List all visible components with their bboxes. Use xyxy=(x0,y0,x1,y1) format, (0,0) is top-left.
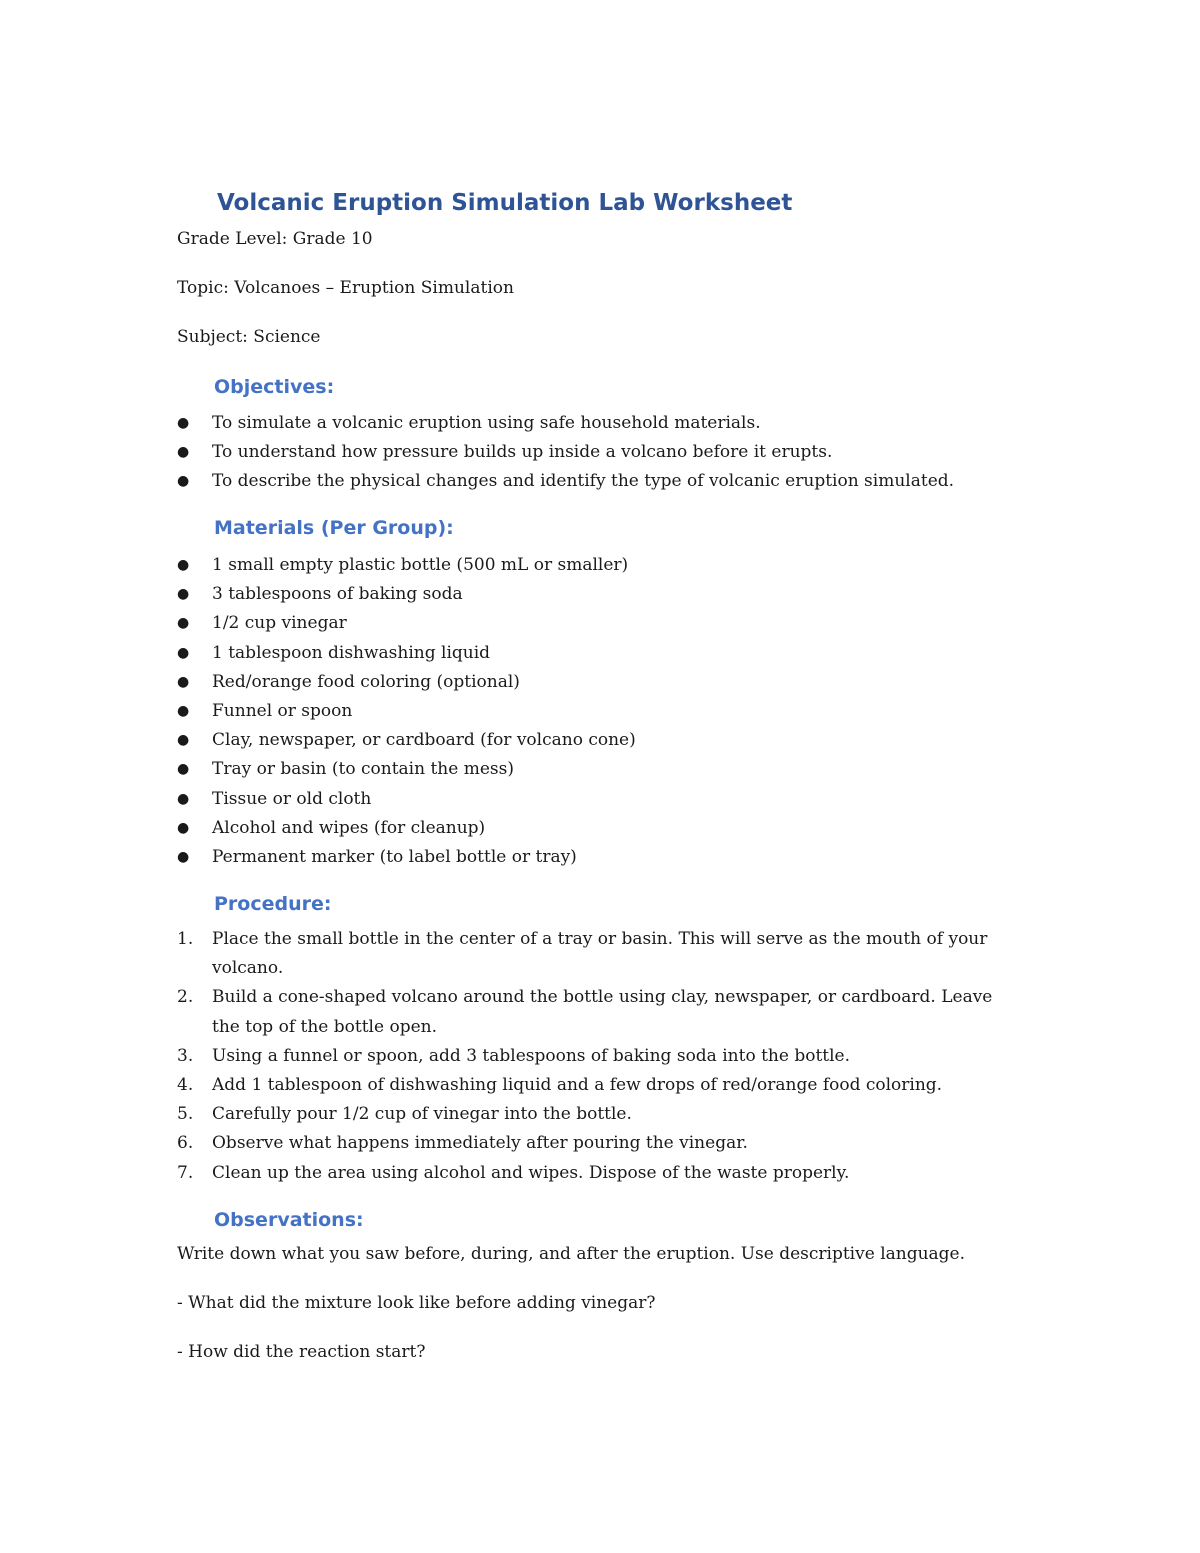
list-item: ● Clay, newspaper, or cardboard (for volcano cone) xyxy=(177,726,636,755)
list-item: ● 1 tablespoon dishwashing liquid xyxy=(177,639,636,668)
list-item: ● 3 tablespoons of baking soda xyxy=(177,580,636,609)
list-item: ● Tray or basin (to contain the mess) xyxy=(177,755,636,784)
bullet-icon: ● xyxy=(177,644,190,661)
bullet-icon: ● xyxy=(177,848,190,865)
bullet-icon: ● xyxy=(177,557,190,573)
list-item: ● Tissue or old cloth xyxy=(177,785,636,814)
bullet-icon: ● xyxy=(177,790,190,807)
procedure-step: 6. Observe what happens immediately after pouring the vinegar. xyxy=(177,1133,748,1154)
procedure-step: 7. Clean up the area using alcohol and wipes. Dispose of the waste properly. xyxy=(177,1162,850,1183)
list-item: ● 1 small empty plastic bottle (500 mL or smaller) xyxy=(177,551,636,580)
procedure-step: 1. Place the small bottle in the center of a tray or basin. This will serve as the mouth of your volcano. xyxy=(177,929,988,979)
grade-level: Grade Level: Grade 10 xyxy=(177,229,373,249)
bullet-icon: ● xyxy=(177,473,190,490)
list-item: ● 1/2 cup vinegar xyxy=(177,609,636,638)
observation-question: - What did the mixture look like before adding vinegar? xyxy=(177,1293,656,1313)
materials-heading: Materials (Per Group): xyxy=(214,517,454,539)
bullet-icon: ● xyxy=(177,415,190,431)
bullet-icon: ● xyxy=(177,761,190,778)
page-title: Volcanic Eruption Simulation Lab Worksheet xyxy=(217,190,793,216)
bullet-icon: ● xyxy=(177,702,190,719)
bullet-icon: ● xyxy=(177,586,190,603)
bullet-icon: ● xyxy=(177,673,190,690)
bullet-icon: ● xyxy=(177,819,190,836)
list-item: ● Alcohol and wipes (for cleanup) xyxy=(177,814,636,843)
list-item: ● Red/orange food coloring (optional) xyxy=(177,668,636,697)
objectives-heading: Objectives: xyxy=(214,376,335,398)
objectives-list xyxy=(177,409,954,497)
topic-line: Topic: Volcanoes – Eruption Simulation xyxy=(177,278,514,298)
procedure-list xyxy=(177,925,1002,1188)
list-item: ● Funnel or spoon xyxy=(177,697,636,726)
list-item: ● To describe the physical changes and identify the type of volcanic eruption simulated. xyxy=(177,467,954,496)
procedure-step: 5. Carefully pour 1/2 cup of vinegar into the bottle. xyxy=(177,1104,632,1125)
procedure-step: 3. Using a funnel or spoon, add 3 tablespoons of baking soda into the bottle. xyxy=(177,1045,851,1066)
materials-list xyxy=(177,551,636,872)
bullet-icon: ● xyxy=(177,444,190,461)
observations-intro: Write down what you saw before, during, and after the eruption. Use descriptive language. xyxy=(177,1244,966,1264)
procedure-step: 2. Build a cone-shaped volcano around the bottle using clay, newspaper, or cardboard. Leave the top of the bottle open. xyxy=(177,987,993,1037)
bullet-icon: ● xyxy=(177,732,190,749)
subject-line: Subject: Science xyxy=(177,327,321,347)
list-item: ● To understand how pressure builds up inside a volcano before it erupts. xyxy=(177,438,954,467)
list-item: ● Permanent marker (to label bottle or tray) xyxy=(177,843,636,872)
procedure-heading: Procedure: xyxy=(214,893,332,915)
procedure-step: 4. Add 1 tablespoon of dishwashing liquid and a few drops of red/orange food coloring. xyxy=(177,1075,943,1096)
observation-question: - How did the reaction start? xyxy=(177,1342,426,1362)
observations-heading: Observations: xyxy=(214,1209,364,1231)
bullet-icon: ● xyxy=(177,615,190,632)
list-item: ● To simulate a volcanic eruption using safe household materials. xyxy=(177,409,954,438)
